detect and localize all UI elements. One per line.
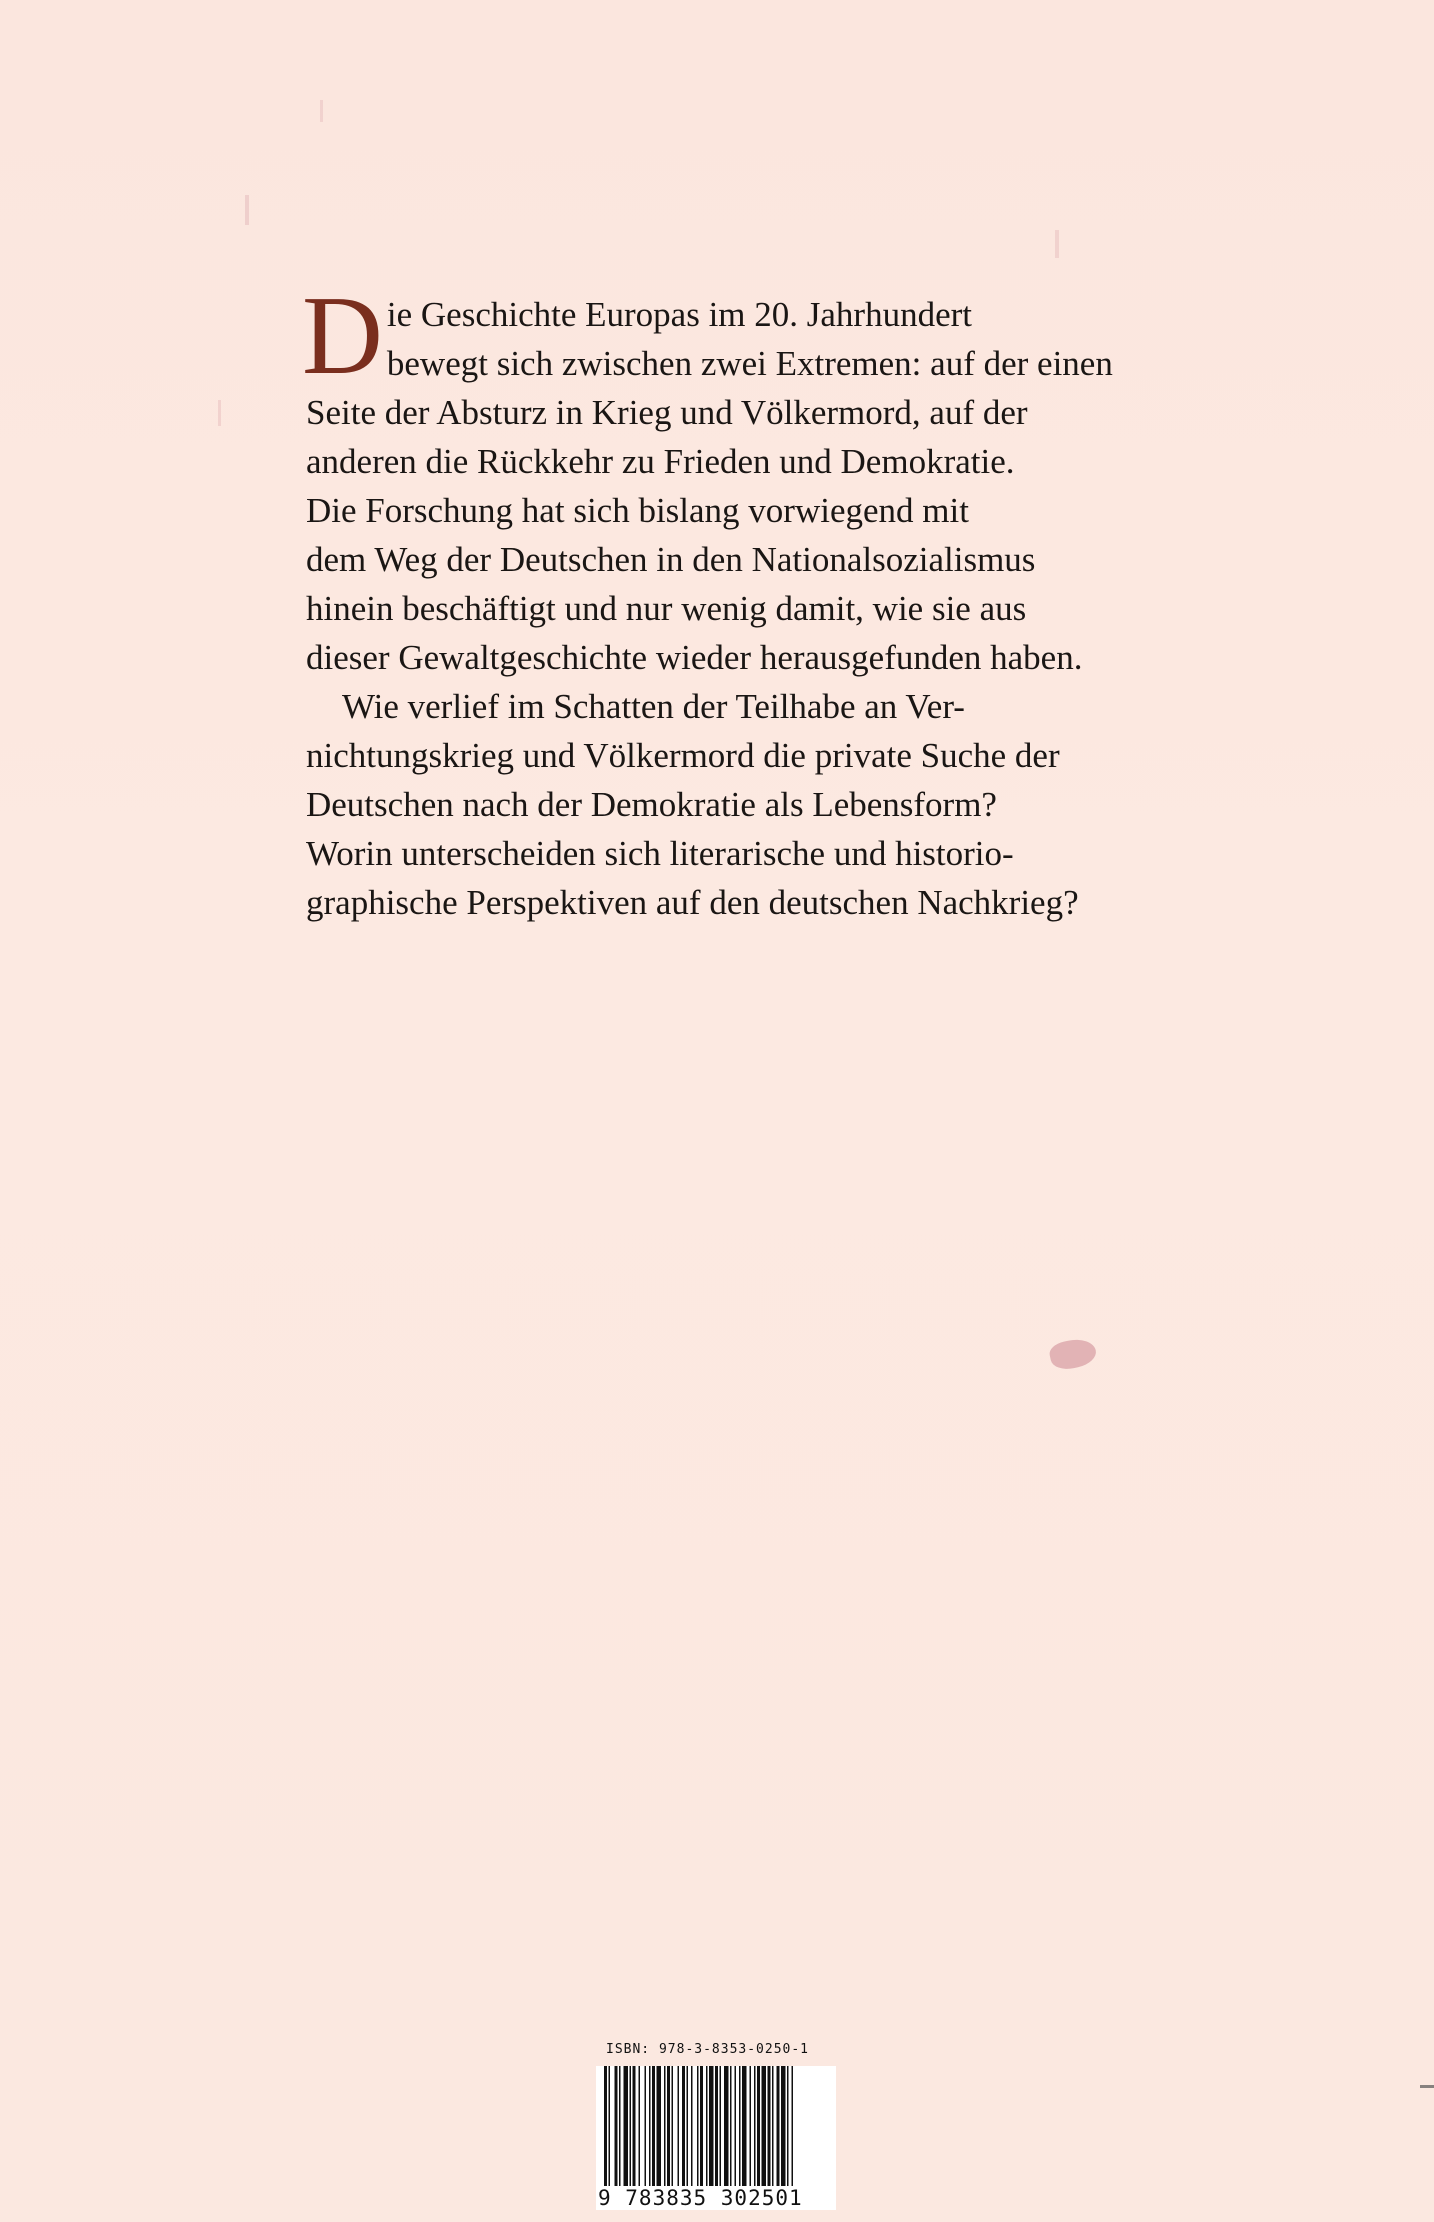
- blurb-line: Worin unterscheiden sich literarische und historio-: [306, 834, 1014, 873]
- isbn-barcode: [596, 2042, 836, 2222]
- paper-speck: [320, 100, 323, 122]
- blurb-line: Seite der Absturz in Krieg und Völkermord, auf der: [306, 393, 1028, 432]
- barcode-bars: [596, 2066, 836, 2186]
- barcode-digits: 9 783835 302501: [596, 2186, 836, 2210]
- blurb-paragraph-2: [306, 682, 1166, 927]
- paper-speck: [1420, 2085, 1434, 2088]
- paper-speck: [218, 400, 221, 426]
- blurb-line: ie Geschichte Europas im 20. Jahrhundert: [386, 295, 972, 334]
- blurb-line: nichtungskrieg und Völkermord die private Suche der: [306, 736, 1060, 775]
- paper-speck: [1048, 1336, 1099, 1373]
- isbn-label: ISBN: 978-3-8353-0250-1: [606, 2042, 810, 2057]
- blurb-line: dem Weg der Deutschen in den Nationalsozialismus: [306, 540, 1036, 579]
- blurb-line: graphische Perspektiven auf den deutschen Nachkrieg?: [306, 883, 1079, 922]
- blurb-line: anderen die Rückkehr zu Frieden und Demokratie.: [306, 442, 1015, 481]
- drop-cap: D: [302, 274, 383, 398]
- blurb-line: bewegt sich zwischen zwei Extremen: auf der einen: [386, 344, 1113, 383]
- paper-speck: [1055, 230, 1059, 258]
- blurb-line: dieser Gewaltgeschichte wieder herausgefunden haben.: [306, 638, 1083, 677]
- blurb-line: Deutschen nach der Demokratie als Lebensform?: [306, 785, 997, 824]
- paper-speck: [245, 195, 249, 225]
- blurb-line: Die Forschung hat sich bislang vorwiegend mit: [306, 491, 969, 530]
- blurb-line: Wie verlief im Schatten der Teilhabe an Ver-: [342, 687, 965, 726]
- blurb-line: hinein beschäftigt und nur wenig damit, wie sie aus: [306, 589, 1027, 628]
- cover-blurb: [302, 274, 1166, 927]
- blurb-paragraph-1: [302, 274, 1166, 682]
